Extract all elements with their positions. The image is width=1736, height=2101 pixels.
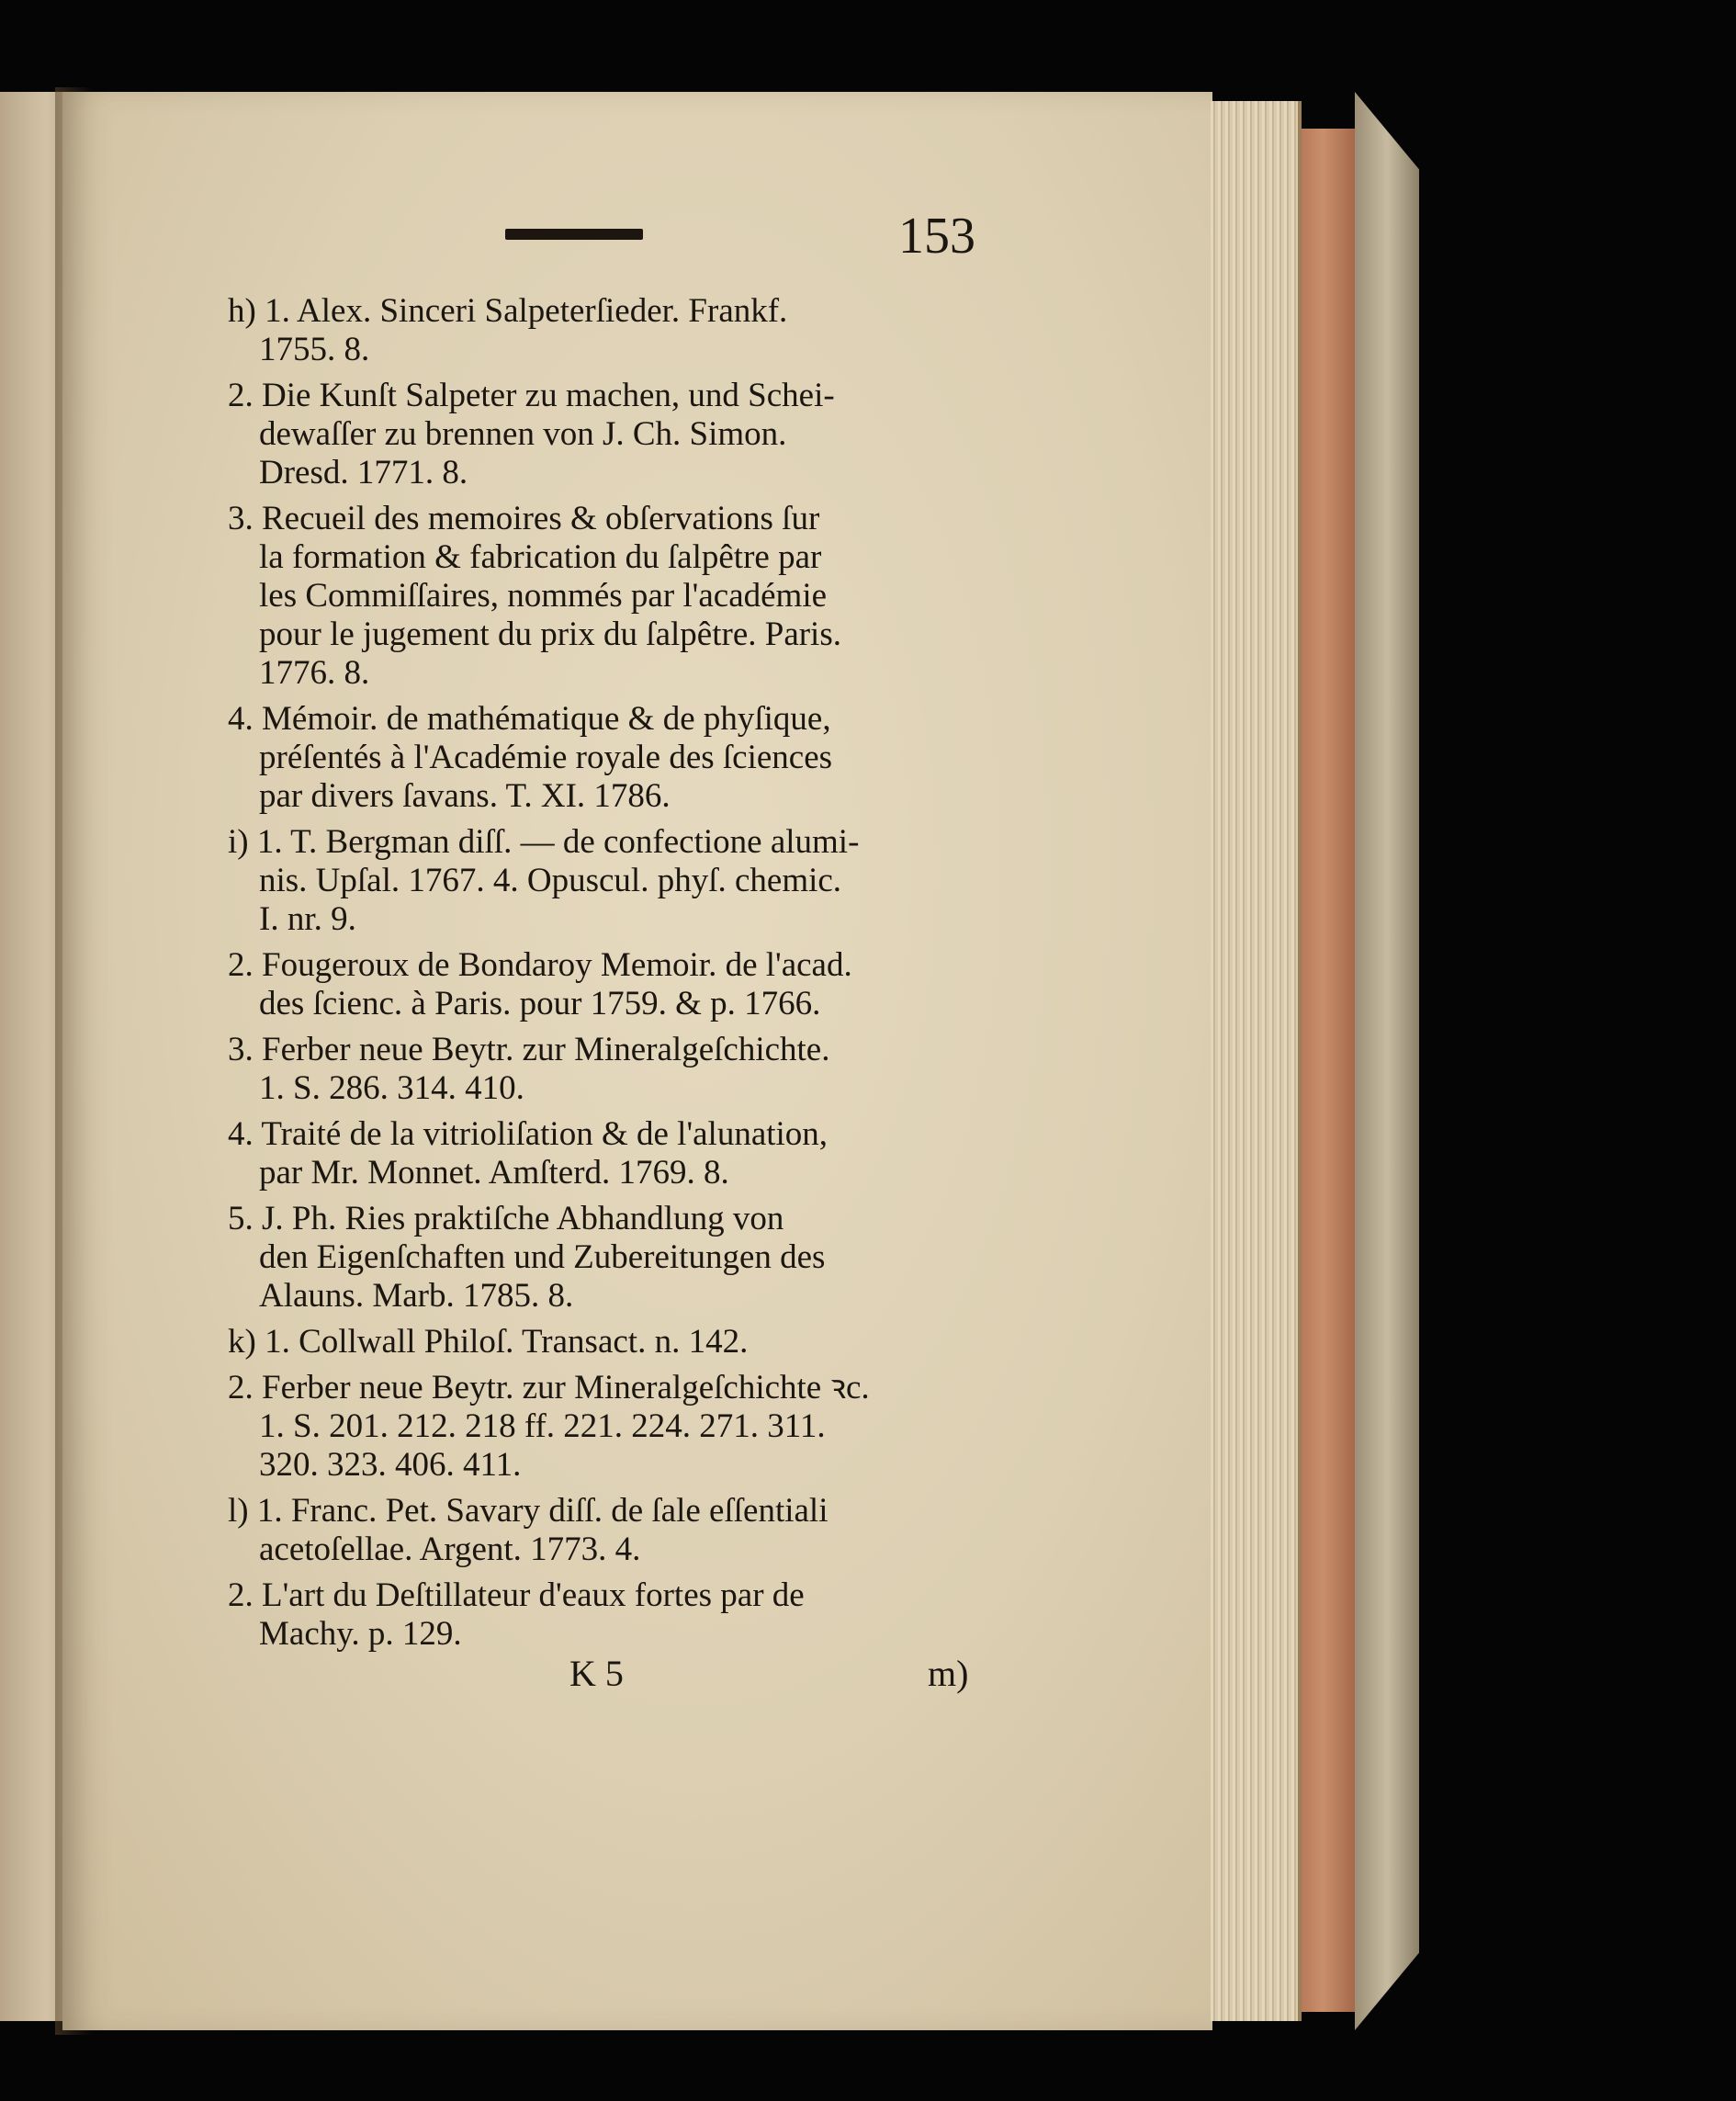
text-line: Machy. p. 129. bbox=[259, 1615, 462, 1653]
text-line: pour le jugement du prix du ſalpêtre. Paris. bbox=[259, 616, 841, 653]
text-line: 1. S. 286. 314. 410. bbox=[259, 1069, 524, 1107]
cover-board-edge bbox=[1302, 129, 1355, 2012]
text-line: 320. 323. 406. 411. bbox=[259, 1446, 522, 1484]
page-block-edge bbox=[1211, 101, 1302, 2021]
text-line: 3. Recueil des memoires & obſervations ſur bbox=[228, 500, 820, 537]
reference-entry bbox=[228, 1200, 981, 1316]
reference-entry bbox=[228, 823, 981, 939]
reference-entry bbox=[228, 1492, 981, 1569]
text-line: 1776. 8. bbox=[259, 654, 370, 692]
text-line: 4. Traité de la vitrioliſation & de l'alunation, bbox=[228, 1115, 829, 1153]
reference-entry bbox=[228, 292, 981, 369]
text-line: 2. Fougeroux de Bondaroy Memoir. de l'acad. bbox=[228, 946, 852, 984]
page-number: 153 bbox=[898, 208, 975, 265]
catchword: m) bbox=[928, 1653, 969, 1694]
text-line: nis. Upſal. 1767. 4. Opuscul. phyſ. chemic. bbox=[259, 862, 842, 899]
text-line: 4. Mémoir. de mathématique & de phyſique, bbox=[228, 700, 831, 738]
text-line: des ſcienc. à Paris. pour 1759. & p. 1766. bbox=[259, 985, 821, 1022]
references-text bbox=[228, 292, 981, 1661]
reference-entry bbox=[228, 1576, 981, 1654]
reference-entry bbox=[228, 1031, 981, 1108]
text-line: Alauns. Marb. 1785. 8. bbox=[259, 1277, 574, 1315]
text-line: par Mr. Monnet. Amſterd. 1769. 8. bbox=[259, 1154, 729, 1192]
text-line: Dresd. 1771. 8. bbox=[259, 454, 468, 491]
text-line: la formation & fabrication du ſalpêtre par bbox=[259, 538, 822, 576]
reference-entry bbox=[228, 1369, 981, 1485]
reference-entry bbox=[228, 1323, 981, 1361]
text-line: 2. L'art du Deſtillateur d'eaux fortes par de bbox=[228, 1576, 805, 1614]
reference-entry bbox=[228, 500, 981, 693]
text-line: 2. Die Kunſt Salpeter zu machen, und Schei- bbox=[228, 377, 835, 414]
header-rule bbox=[505, 229, 643, 240]
text-line: 1755. 8. bbox=[259, 331, 370, 368]
text-line: h) 1. Alex. Sinceri Salpeterſieder. Frankf. bbox=[228, 292, 788, 330]
reference-entry bbox=[228, 377, 981, 492]
text-line: 1. S. 201. 212. 218 ff. 221. 224. 271. 311. bbox=[259, 1407, 826, 1445]
text-line: 5. J. Ph. Ries praktiſche Abhandlung von bbox=[228, 1200, 784, 1237]
reference-entry bbox=[228, 946, 981, 1023]
text-line: préſentés à l'Académie royale des ſciences bbox=[259, 739, 833, 776]
text-line: 2. Ferber neue Beytr. zur Mineralgeſchichte ꝛc. bbox=[228, 1369, 870, 1406]
cover-rim bbox=[1355, 92, 1419, 2030]
text-line: par divers ſavans. T. XI. 1786. bbox=[259, 777, 671, 815]
text-line: dewaſſer zu brennen von J. Ch. Simon. bbox=[259, 415, 787, 453]
signature-mark: K 5 bbox=[569, 1653, 624, 1694]
reference-entry bbox=[228, 1115, 981, 1192]
text-line: les Commiſſaires, nommés par l'académie bbox=[259, 577, 828, 615]
reference-entry bbox=[228, 700, 981, 816]
text-line: l) 1. Franc. Pet. Savary diſſ. de ſale eſſentiali bbox=[228, 1492, 829, 1530]
text-line: den Eigenſchaften und Zubereitungen des bbox=[259, 1238, 826, 1276]
text-line: I. nr. 9. bbox=[259, 900, 356, 938]
text-line: k) 1. Collwall Philoſ. Transact. n. 142. bbox=[228, 1323, 749, 1361]
text-line: 3. Ferber neue Beytr. zur Mineralgeſchichte. bbox=[228, 1031, 830, 1068]
text-line: acetoſellae. Argent. 1773. 4. bbox=[259, 1531, 641, 1568]
text-line: i) 1. T. Bergman diſſ. — de confectione alumi- bbox=[228, 823, 860, 861]
